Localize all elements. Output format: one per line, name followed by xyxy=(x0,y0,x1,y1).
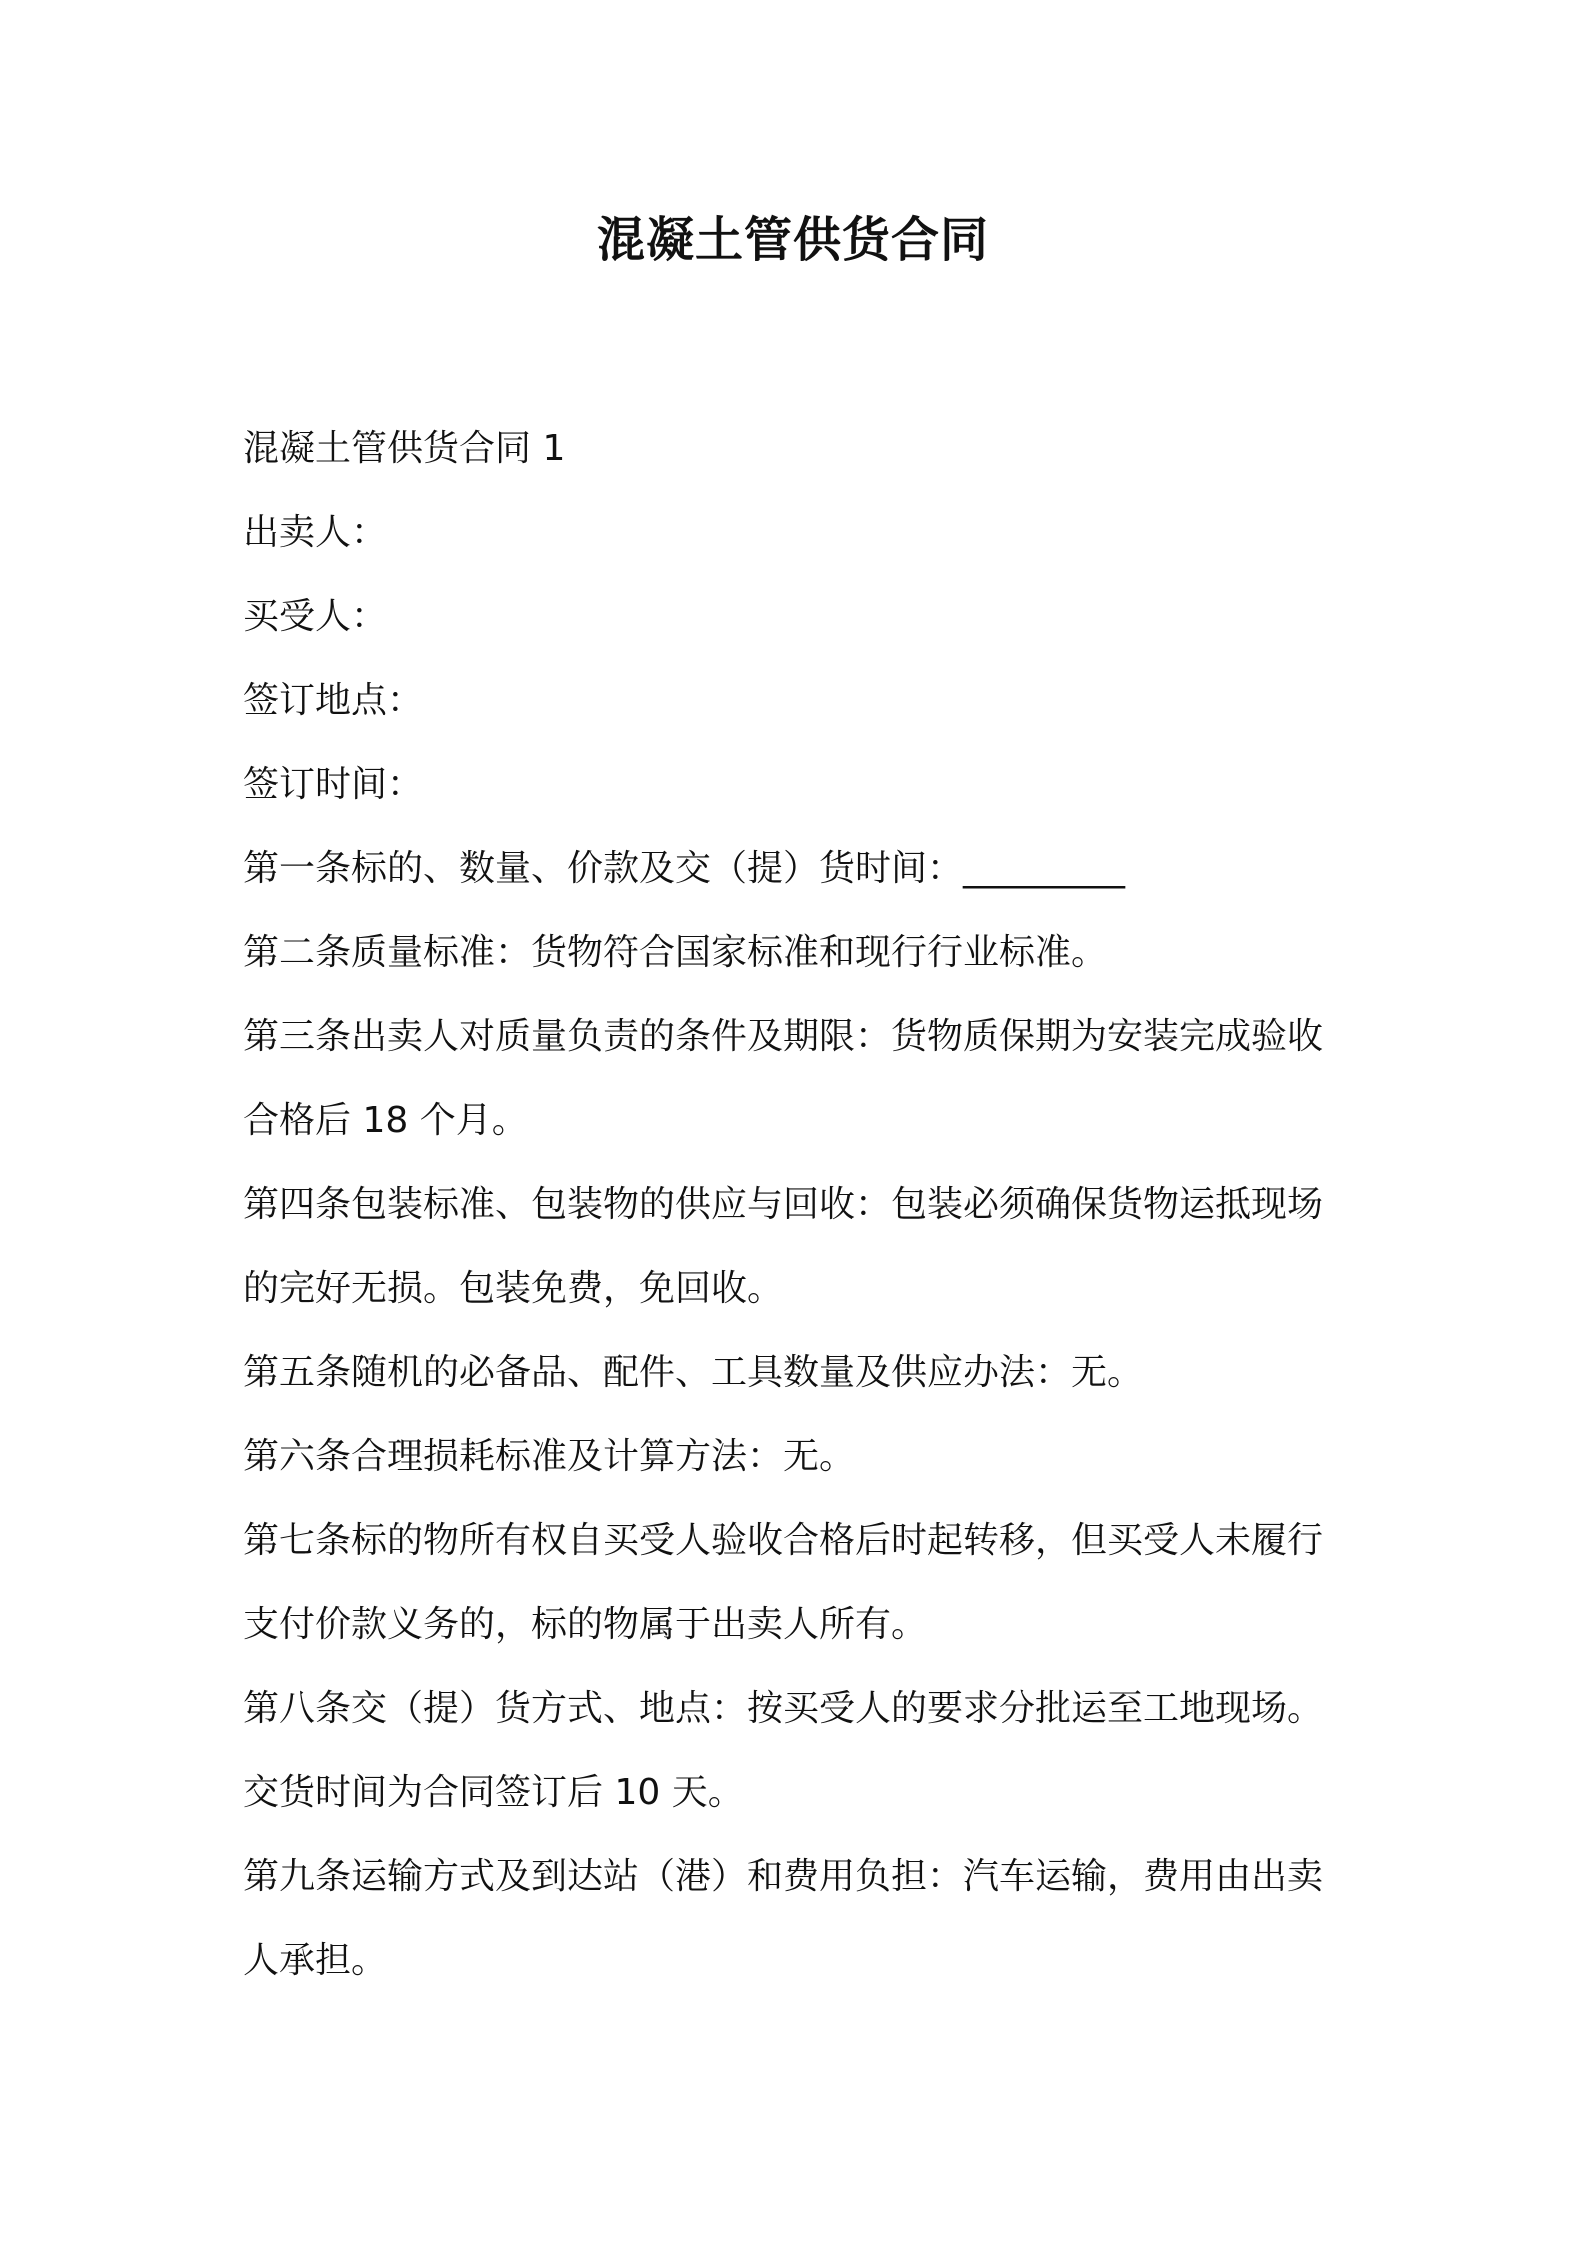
clause-7-line-2: 支付价款义务的，标的物属于出卖人所有。 xyxy=(243,1604,928,1645)
seller-field: 出卖人： xyxy=(243,512,388,553)
clause-6: 第六条合理损耗标准及计算方法：无。 xyxy=(243,1436,856,1477)
clause-8-line-2: 交货时间为合同签订后 10 天。 xyxy=(243,1772,744,1813)
document-title: 混凝土管供货合同 xyxy=(596,212,989,268)
clause-4-line-1: 第四条包装标准、包装物的供应与回收：包装必须确保货物运抵现场 xyxy=(243,1184,1324,1225)
clause-2: 第二条质量标准：货物符合国家标准和现行行业标准。 xyxy=(243,932,1108,973)
contract-subtitle: 混凝土管供货合同 1 xyxy=(243,428,566,469)
buyer-field: 买受人： xyxy=(243,596,388,637)
signing-place-field: 签订地点： xyxy=(243,680,424,721)
clause-8-line-1: 第八条交（提）货方式、地点：按买受人的要求分批运至工地现场。 xyxy=(243,1688,1324,1729)
clause-1: 第一条标的、数量、价款及交（提）货时间：_________ xyxy=(243,848,1126,889)
clause-4-line-2: 的完好无损。包装免费，免回收。 xyxy=(243,1268,784,1309)
clause-7-line-1: 第七条标的物所有权自买受人验收合格后时起转移，但买受人未履行 xyxy=(243,1520,1324,1561)
clause-5: 第五条随机的必备品、配件、工具数量及供应办法：无。 xyxy=(243,1352,1144,1393)
clause-9-line-2: 人承担。 xyxy=(243,1940,388,1981)
signing-time-field: 签订时间： xyxy=(243,764,424,805)
clause-3-line-2: 合格后 18 个月。 xyxy=(243,1100,528,1141)
document-body xyxy=(243,407,1358,2003)
clause-9-line-1: 第九条运输方式及到达站（港）和费用负担：汽车运输，费用由出卖 xyxy=(243,1856,1324,1897)
clause-3-line-1: 第三条出卖人对质量负责的条件及期限：货物质保期为安装完成验收 xyxy=(243,1016,1324,1057)
